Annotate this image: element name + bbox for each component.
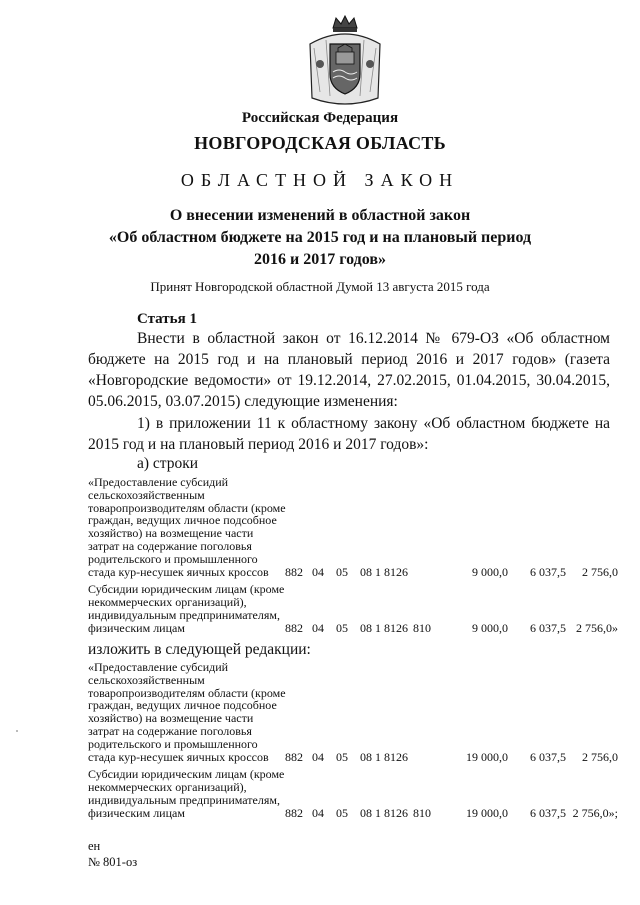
subitem-a: а) строки [137, 455, 199, 472]
adoption-note: Принят Новгородской областной Думой 13 августа 2015 года [150, 279, 490, 294]
law-title-line: «Об областном бюджете на 2015 год и на плановый период [108, 229, 532, 246]
cell-target-article: 08 1 8126 [360, 564, 408, 579]
article-paragraph-1: Внести в областной закон от 16.12.2014 № 679-ОЗ «Об областном бюджете на 2015 год и на плановый период 2016 и 2017 годов» (газета «Новгородские ведомости» от 19.12.2014, 27.02.2015, 01.04.2015, 30.04.2015, 05.06.2015, 03.07.2015) следующие изменения: [88, 330, 610, 410]
document-footer [88, 838, 137, 870]
cell-amount-2016: 6 037,5 [530, 620, 566, 635]
budget-table-old [88, 476, 618, 635]
cell-amount-2015: 19 000,0 [466, 805, 508, 820]
cell-section: 04 [312, 564, 324, 579]
article-paragraph-2: 1) в приложении 11 к областному закону «Об областном бюджете на 2015 год и на плановый период 2016 и 2017 годов»: [88, 415, 610, 453]
table-row [88, 583, 618, 634]
table-row [88, 661, 618, 763]
cell-amount-2017: 2 756,0 [582, 564, 618, 579]
cell-amount-2015: 19 000,0 [466, 749, 508, 764]
law-title [0, 205, 640, 271]
cell-target-article: 08 1 8126 [360, 749, 408, 764]
row-description: «Предоставление субсидий сельскохозяйственным товаропроизводителям области (кроме граждан, ведущих личное подсобное хозяйство) на возмещение части затрат на содержание поголовья родительского и промышленного стада кур-несушек яичных кроссов [88, 660, 286, 764]
article-heading: Статья 1 [137, 311, 197, 327]
row-description: Субсидии юридическим лицам (кроме некоммерческих организаций), индивидуальным предпринимателям, физическим лицам [88, 767, 285, 820]
cell-amount-2015: 9 000,0 [472, 564, 508, 579]
row-description: Субсидии юридическим лицам (кроме некоммерческих организаций), индивидуальным предпринимателям, физическим лицам [88, 582, 285, 635]
cell-expense-type: 810 [413, 805, 431, 820]
federation-heading: Российская Федерация [241, 110, 399, 126]
cell-target-article: 08 1 8126 [360, 805, 408, 820]
cell-amount-2016: 6 037,5 [530, 749, 566, 764]
row-description: «Предоставление субсидий сельскохозяйственным товаропроизводителям области (кроме граждан, ведущих личное подсобное хозяйство) на возмещение части затрат на содержание поголовья родительского и промышленного стада кур-несушек яичных кроссов [88, 475, 286, 579]
cell-subsection: 05 [336, 564, 348, 579]
table-row [88, 768, 618, 819]
law-registration-number: № 801-оз [88, 855, 138, 869]
table-row [88, 476, 618, 578]
cell-expense-type: 810 [413, 620, 431, 635]
law-type-heading: ОБЛАСТНОЙ ЗАКОН [180, 170, 460, 190]
scan-artifact [16, 730, 18, 732]
cell-section: 04 [312, 620, 324, 635]
region-heading: НОВГОРОДСКАЯ ОБЛАСТЬ [194, 133, 446, 153]
cell-section: 04 [312, 805, 324, 820]
cell-admin-code: 882 [285, 620, 303, 635]
coat-of-arms-icon [300, 14, 390, 110]
cell-admin-code: 882 [285, 749, 303, 764]
cell-amount-2016: 6 037,5 [530, 805, 566, 820]
law-title-line: 2016 и 2017 годов» [254, 251, 386, 268]
cell-section: 04 [312, 749, 324, 764]
cell-target-article: 08 1 8126 [360, 620, 408, 635]
executor-initials: ен [88, 839, 101, 853]
cell-amount-2015: 9 000,0 [472, 620, 508, 635]
cell-amount-2017: 2 756,0»; [572, 805, 618, 820]
budget-table-new [88, 661, 618, 820]
cell-amount-2016: 6 037,5 [530, 564, 566, 579]
law-title-line: О внесении изменений в областной закон [169, 207, 471, 224]
cell-amount-2017: 2 756,0» [576, 620, 618, 635]
cell-admin-code: 882 [285, 805, 303, 820]
cell-admin-code: 882 [285, 564, 303, 579]
article-paragraph-3: изложить в следующей редакции: [88, 641, 311, 658]
cell-subsection: 05 [336, 620, 348, 635]
cell-subsection: 05 [336, 749, 348, 764]
cell-subsection: 05 [336, 805, 348, 820]
cell-amount-2017: 2 756,0 [582, 749, 618, 764]
